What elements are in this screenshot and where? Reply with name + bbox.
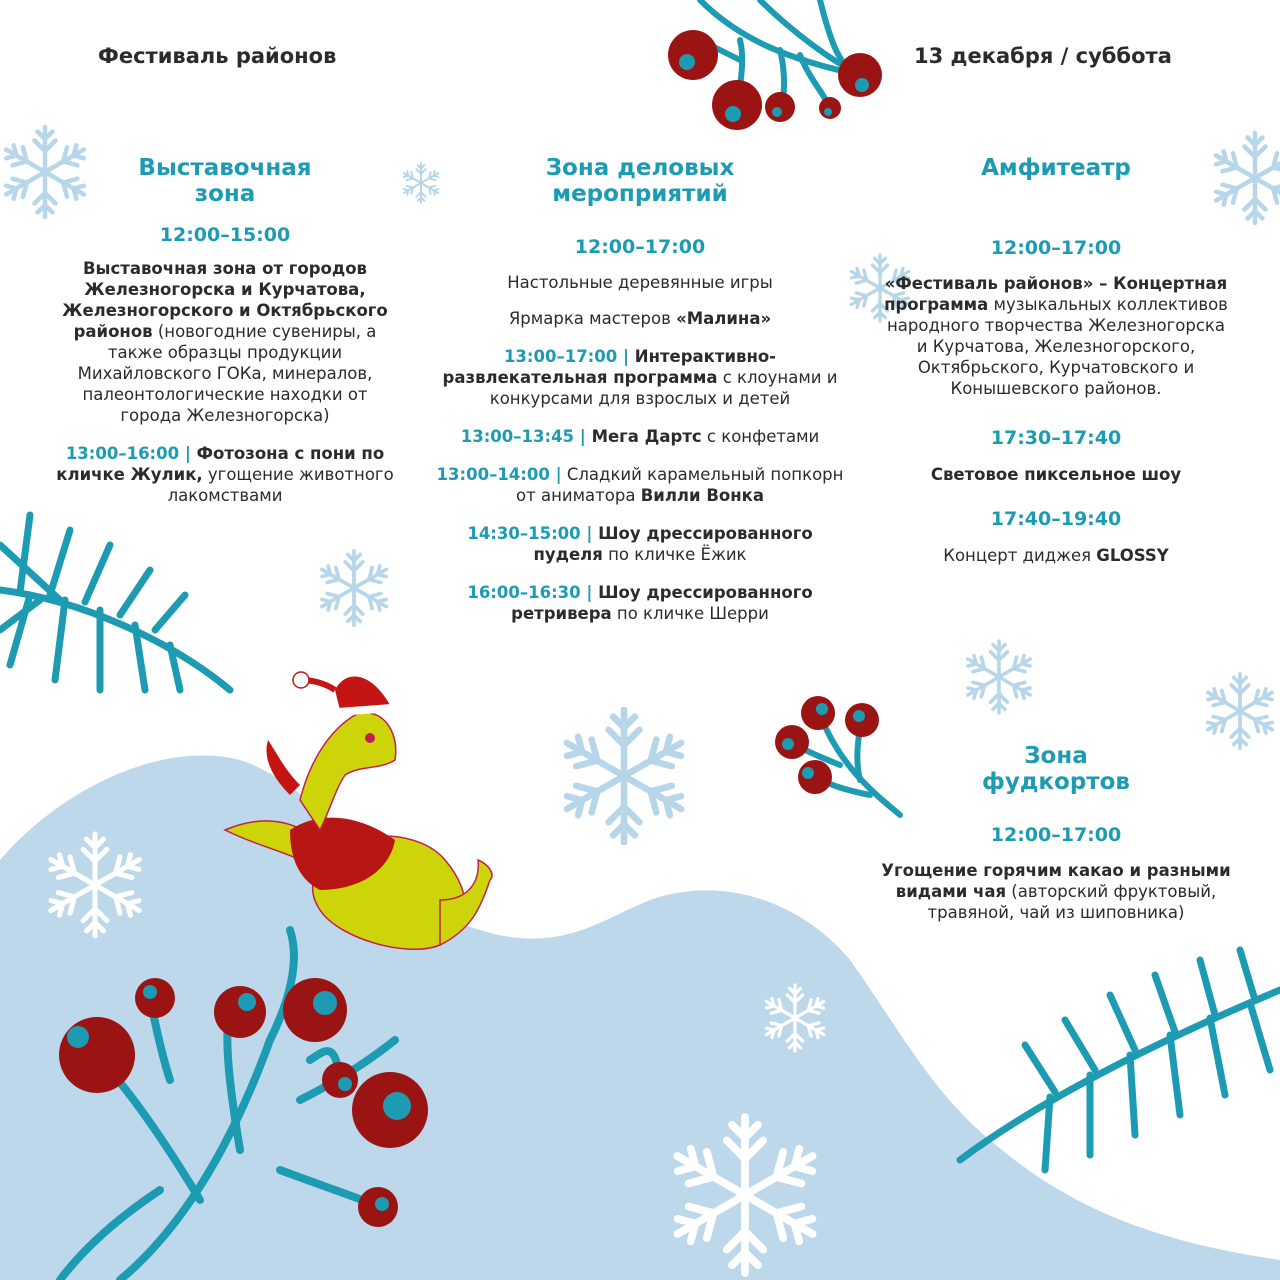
section-title: Зона деловых мероприятий [545,155,735,207]
event-description: Концерт диджея GLOSSY [943,546,1169,565]
section-business [430,155,850,624]
time-slot: 12:00–17:00 [574,236,706,258]
snowflake-icon [317,551,390,625]
fir-branch-icon [0,515,230,690]
event-description: Настольные деревянные игры [507,273,773,292]
festival-title: Фестиваль районов [98,44,337,68]
event-description: Ярмарка мастеров «Малина» [508,309,772,328]
snowflake-icon [559,710,689,842]
event-description: Выставочная зона от городов Железногорска и Курчатова, Железногорского и Октябрьского районов (новогодние сувениры, а также образцы продукции Михайловского ГОКа, минералов, палеонтологические находки от города Железногорска) [62,259,388,425]
time-slot: 12:00–17:00 [990,824,1122,846]
event-description: 13:00–17:00 | Интерактивно-развлекательная программа с клоунами и конкурсами для взрослых и детей [442,347,838,408]
event-date: 13 декабря / суббота [914,44,1172,68]
section-title: Выставочная зона [138,155,312,207]
snowflake-icon [1203,674,1276,748]
section-exhibition [50,155,400,506]
time-slot: 17:30–17:40 [990,427,1122,449]
section-foodcourt [880,743,1232,923]
time-slot: 17:40–19:40 [990,508,1122,530]
time-slot: 12:00–17:00 [990,237,1122,259]
section-title: Амфитеатр [981,155,1131,181]
snowflake-icon [964,641,1035,713]
section-title: Зона фудкортов [982,743,1130,795]
time-slot: 12:00–15:00 [159,224,291,246]
event-description: Световое пиксельное шоу [930,465,1182,484]
event-description: 16:00–16:30 | Шоу дрессированного ретривера по кличке Шерри [467,583,813,623]
event-description: 13:00–13:45 | Мега Дартс с конфетами [460,427,820,446]
event-description: 14:30–15:00 | Шоу дрессированного пуделя по кличке Ёжик [467,524,813,564]
fir-branch-icon [960,950,1280,1170]
berry-branch-icon [668,0,882,130]
event-description: «Фестиваль районов» – Концертная программа музыкальных коллективов народного творчества Железногорска и Курчатова, Железногорского, Октябрьского, Курчатовского и Конышевского районов. [884,274,1228,398]
section-amphitheater [880,155,1232,566]
event-description: Угощение горячим какао и разными видами чая (авторский фруктовый, травяной, чай из шиповника) [881,861,1231,922]
event-description: 13:00–14:00 | Сладкий карамельный попкорн от аниматора Вилли Вонка [436,465,844,505]
event-description: 13:00–16:00 | Фотозона с пони по кличке Жулик, угощение животного лакомствами [56,444,394,505]
